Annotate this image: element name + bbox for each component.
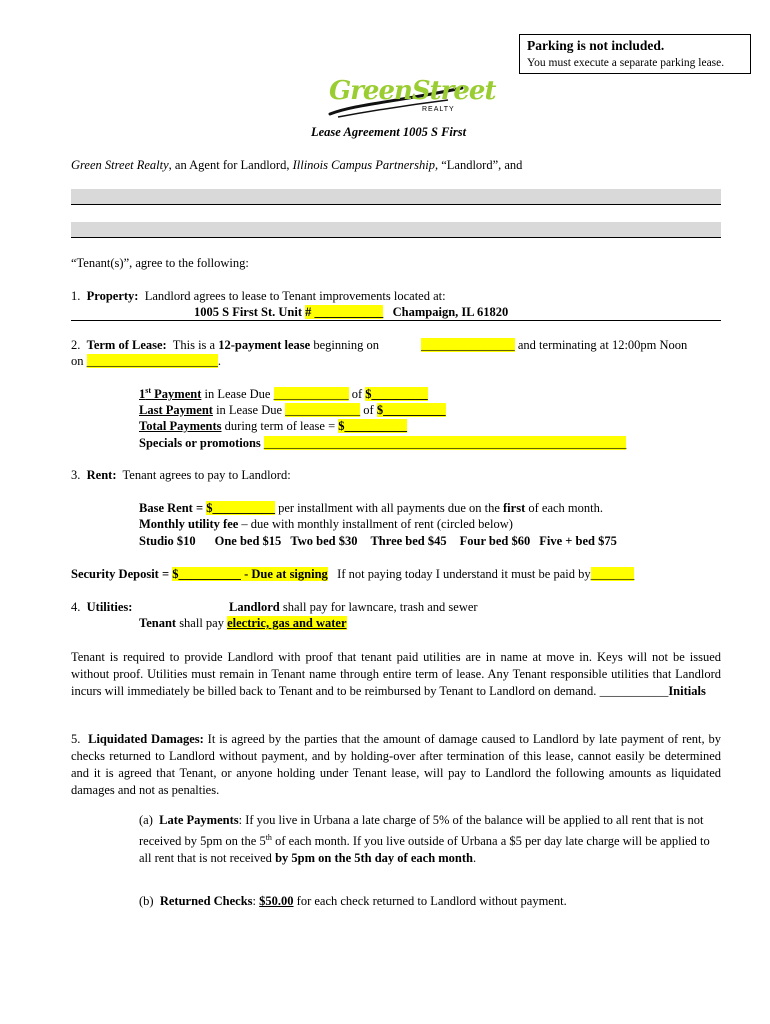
rent-clause: 3. Rent: Tenant agrees to pay to Landlord: (71, 468, 291, 482)
fee-option[interactable]: Three bed $45 (370, 534, 447, 548)
specials: Specials or promotions __________________________________________________________ (139, 436, 627, 450)
first-payment: 1st Payment in Lease Due ____________ of $_________ (139, 386, 428, 402)
first-payment-date-field[interactable]: ____________ (273, 387, 349, 402)
fee-option[interactable]: Five + bed $75 (539, 534, 617, 548)
intro-line: Green Street Realty, an Agent for Landlord, Illinois Campus Partnership, “Landlord”, and (71, 158, 523, 172)
tenant-name-field-2[interactable] (71, 222, 721, 238)
liquidated-damages-paragraph: 5. Liquidated Damages: It is agreed by the parties that the amount of damage caused to Landlord by late payment of rent, by checks returned to Landlord without payment, and by holding-over after termination of this lease, cannot easily be determined and it is agreed that Tenant, or anyone holding under Tenant lease, will pay to Landlord the following amounts as liquidated damages and not as penalties. (71, 732, 721, 797)
term-end-field[interactable]: _____________________ (86, 354, 218, 368)
first-payment-amount-field[interactable]: $_________ (365, 387, 428, 402)
initials-field[interactable]: ___________ (599, 684, 669, 698)
tenant-name-field-1[interactable] (71, 189, 721, 205)
landlord-utilities: Landlord shall pay for lawncare, trash and sewer (229, 600, 478, 614)
logo-text: GreenStreet (329, 76, 496, 106)
agent-name: Green Street Realty (71, 158, 169, 172)
base-rent: Base Rent = $__________ per installment with all payments due on the first of each month. (139, 501, 603, 515)
last-payment-amount-field[interactable]: $__________ (376, 403, 446, 417)
late-payments-paragraph: (a) Late Payments: If you live in Urbana a late charge of 5% of the balance will be applied to all rent that is not received by 5pm on the 5th of each month. If you live outside of Urbana a $5 per day late charge will be applied to all rent that is not received by 5pm on the 5th day of each month. (139, 813, 710, 866)
parking-notice (519, 34, 751, 74)
parking-notice-sub: You must execute a separate parking lease. (527, 57, 725, 69)
term-start-field[interactable]: _______________ (421, 338, 515, 352)
base-rent-field[interactable]: $__________ (206, 501, 275, 515)
term-clause: 2. Term of Lease: This is a 12-payment lease beginning on (71, 338, 379, 352)
utility-fee: Monthly utility fee – due with monthly installment of rent (circled below) (139, 517, 513, 531)
deposit-date-field[interactable]: _______ (590, 567, 635, 581)
unit-number-field[interactable]: # ___________ (305, 305, 384, 319)
utility-fee-options (139, 534, 617, 549)
total-payments-field[interactable]: $__________ (338, 419, 408, 433)
parking-notice-title: Parking is not included. (527, 38, 665, 53)
landlord-name: Illinois Campus Partnership, (292, 158, 439, 172)
fee-option[interactable]: Studio $10 (139, 534, 196, 548)
fee-option[interactable]: Four bed $60 (459, 534, 531, 548)
page-title: Lease Agreement 1005 S First (311, 125, 467, 139)
green-street-logo (326, 74, 496, 120)
logo-realty: REALTY (422, 106, 455, 113)
property-address: 1005 S First St. Unit # ___________ Champaign, IL 61820 (194, 305, 509, 319)
term-on-line: on _____________________. (71, 354, 221, 368)
tenants-agree: “Tenant(s)”, agree to the following: (71, 256, 249, 270)
property-rule (71, 320, 721, 321)
last-payment: Last Payment in Lease Due ____________ of $__________ (139, 403, 446, 417)
security-deposit: Security Deposit = $__________ - Due at signing If not paying today I understand it must be paid by_______ (71, 567, 635, 581)
fee-option[interactable]: Two bed $30 (290, 534, 358, 548)
fee-option[interactable]: One bed $15 (214, 534, 282, 548)
deposit-amount-field[interactable]: $__________ (172, 567, 241, 581)
property-clause: 1. Property: Landlord agrees to lease to Tenant improvements located at: (71, 289, 446, 303)
specials-field[interactable]: __________________________________________________________ (263, 436, 627, 450)
utilities-clause: 4. Utilities: (71, 600, 133, 614)
total-payments: Total Payments during term of lease = $__________ (139, 419, 408, 433)
term-end: _______________ and terminating at 12:00pm Noon (421, 338, 688, 352)
tenant-proof-paragraph: Tenant is required to provide Landlord with proof that tenant paid utilities are in name at move in. Keys will not be issued without proof. Utilities must remain in Tenant name through entire term of lease. Any Tenant responsible utilities that Landlord incurs will immediately be billed back to Tenant and to be reimbursed by Tenant to Landlord on demand. ___________Initials (71, 650, 721, 698)
returned-checks: (b) Returned Checks: $50.00 for each check returned to Landlord without payment. (139, 894, 567, 908)
last-payment-date-field[interactable]: ____________ (285, 403, 361, 417)
tenant-utilities: Tenant shall pay electric, gas and water (139, 616, 347, 630)
